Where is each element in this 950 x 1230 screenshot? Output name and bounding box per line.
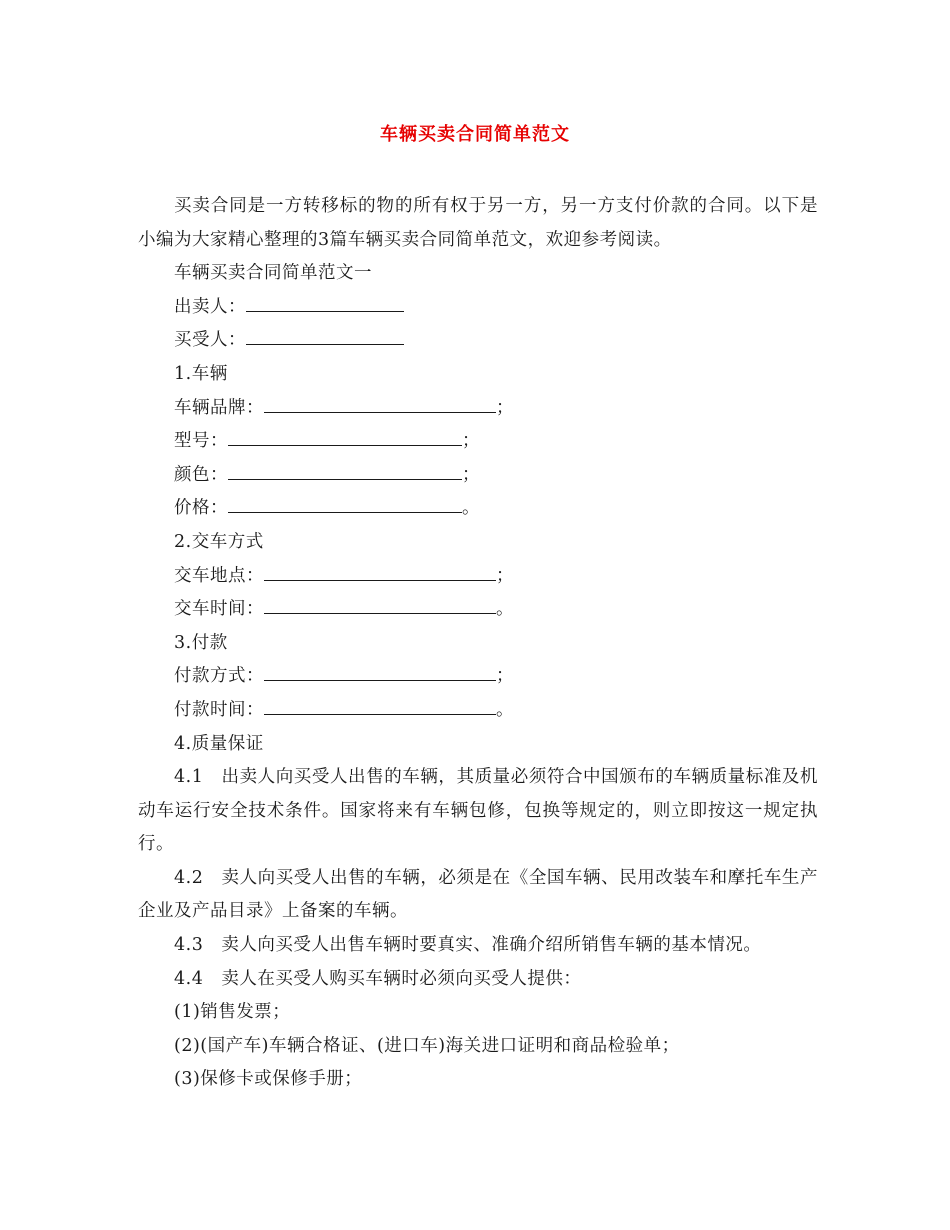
payment-method-line: [138, 660, 818, 694]
color-end: ；: [462, 464, 480, 485]
model-end: ；: [462, 431, 480, 452]
payment-time-end: 。: [496, 699, 514, 720]
intro-paragraph: 买卖合同是一方转移标的物的所有权于另一方，另一方支付价款的合同。以下是小编为大家精心整理的3篇车辆买卖合同简单范文，欢迎参考阅读。: [138, 196, 818, 250]
price-blank: [228, 493, 462, 513]
model-label: 型号：: [174, 431, 228, 452]
brand-line: [138, 392, 818, 426]
buyer-line: [138, 324, 818, 358]
clause-4-1: 4.1 出卖人向买受人出售的车辆，其质量必须符合中国颁布的车辆质量标准及机动车运行安全技术条件。国家将来有车辆包修，包换等规定的，则立即按这一规定执行。: [138, 767, 818, 855]
delivery-place-label: 交车地点：: [174, 565, 264, 586]
clause-4-2: 4.2 卖人向买受人出售的车辆，必须是在《全国车辆、民用改装车和摩托车生产企业及产品目录》上备案的车辆。: [138, 867, 818, 922]
brand-blank: [264, 393, 496, 413]
delivery-time-line: [138, 593, 818, 627]
payment-method-end: ；: [496, 666, 514, 687]
brand-label: 车辆品牌：: [174, 397, 264, 418]
model-line: [138, 425, 818, 459]
price-end: 。: [462, 498, 480, 519]
section-heading-quality: 4.质量保证: [174, 733, 264, 754]
buyer-blank: [246, 325, 404, 345]
delivery-time-label: 交车时间：: [174, 599, 264, 620]
payment-method-label: 付款方式：: [174, 666, 264, 687]
payment-time-label: 付款时间：: [174, 699, 264, 720]
section-heading-vehicle: 1.车辆: [174, 363, 228, 384]
payment-time-blank: [264, 695, 496, 715]
list-item-certificate: (2)(国产车)车辆合格证、(进口车)海关进口证明和商品检验单；: [174, 1035, 680, 1056]
document-title: 车辆买卖合同简单范文: [380, 124, 570, 145]
model-blank: [228, 426, 462, 446]
list-item-warranty: (3)保修卡或保修手册；: [174, 1069, 363, 1090]
buyer-label: 买受人：: [174, 330, 246, 351]
color-blank: [228, 460, 462, 480]
color-line: [138, 459, 818, 493]
price-line: [138, 492, 818, 526]
list-item-invoice: (1)销售发票；: [174, 1002, 291, 1023]
color-label: 颜色：: [174, 464, 228, 485]
section-heading-delivery: 2.交车方式: [174, 531, 264, 552]
seller-blank: [246, 292, 404, 312]
payment-method-blank: [264, 661, 496, 681]
delivery-place-blank: [264, 561, 496, 581]
seller-label: 出卖人：: [174, 296, 246, 317]
contract-subtitle: 车辆买卖合同简单范文一: [174, 263, 372, 284]
document-body: [138, 190, 818, 1097]
section-heading-payment: 3.付款: [174, 632, 228, 653]
clause-4-3: 4.3 卖人向买受人出售车辆时要真实、准确介绍所销售车辆的基本情况。: [174, 935, 762, 956]
delivery-place-end: ；: [496, 565, 514, 586]
clause-4-4: 4.4 卖人在买受人购买车辆时必须向买受人提供：: [174, 968, 582, 989]
delivery-place-line: [138, 560, 818, 594]
delivery-time-blank: [264, 594, 496, 614]
delivery-time-end: 。: [496, 599, 514, 620]
seller-line: [138, 291, 818, 325]
brand-end: ；: [496, 397, 514, 418]
payment-time-line: [138, 694, 818, 728]
price-label: 价格：: [174, 498, 228, 519]
